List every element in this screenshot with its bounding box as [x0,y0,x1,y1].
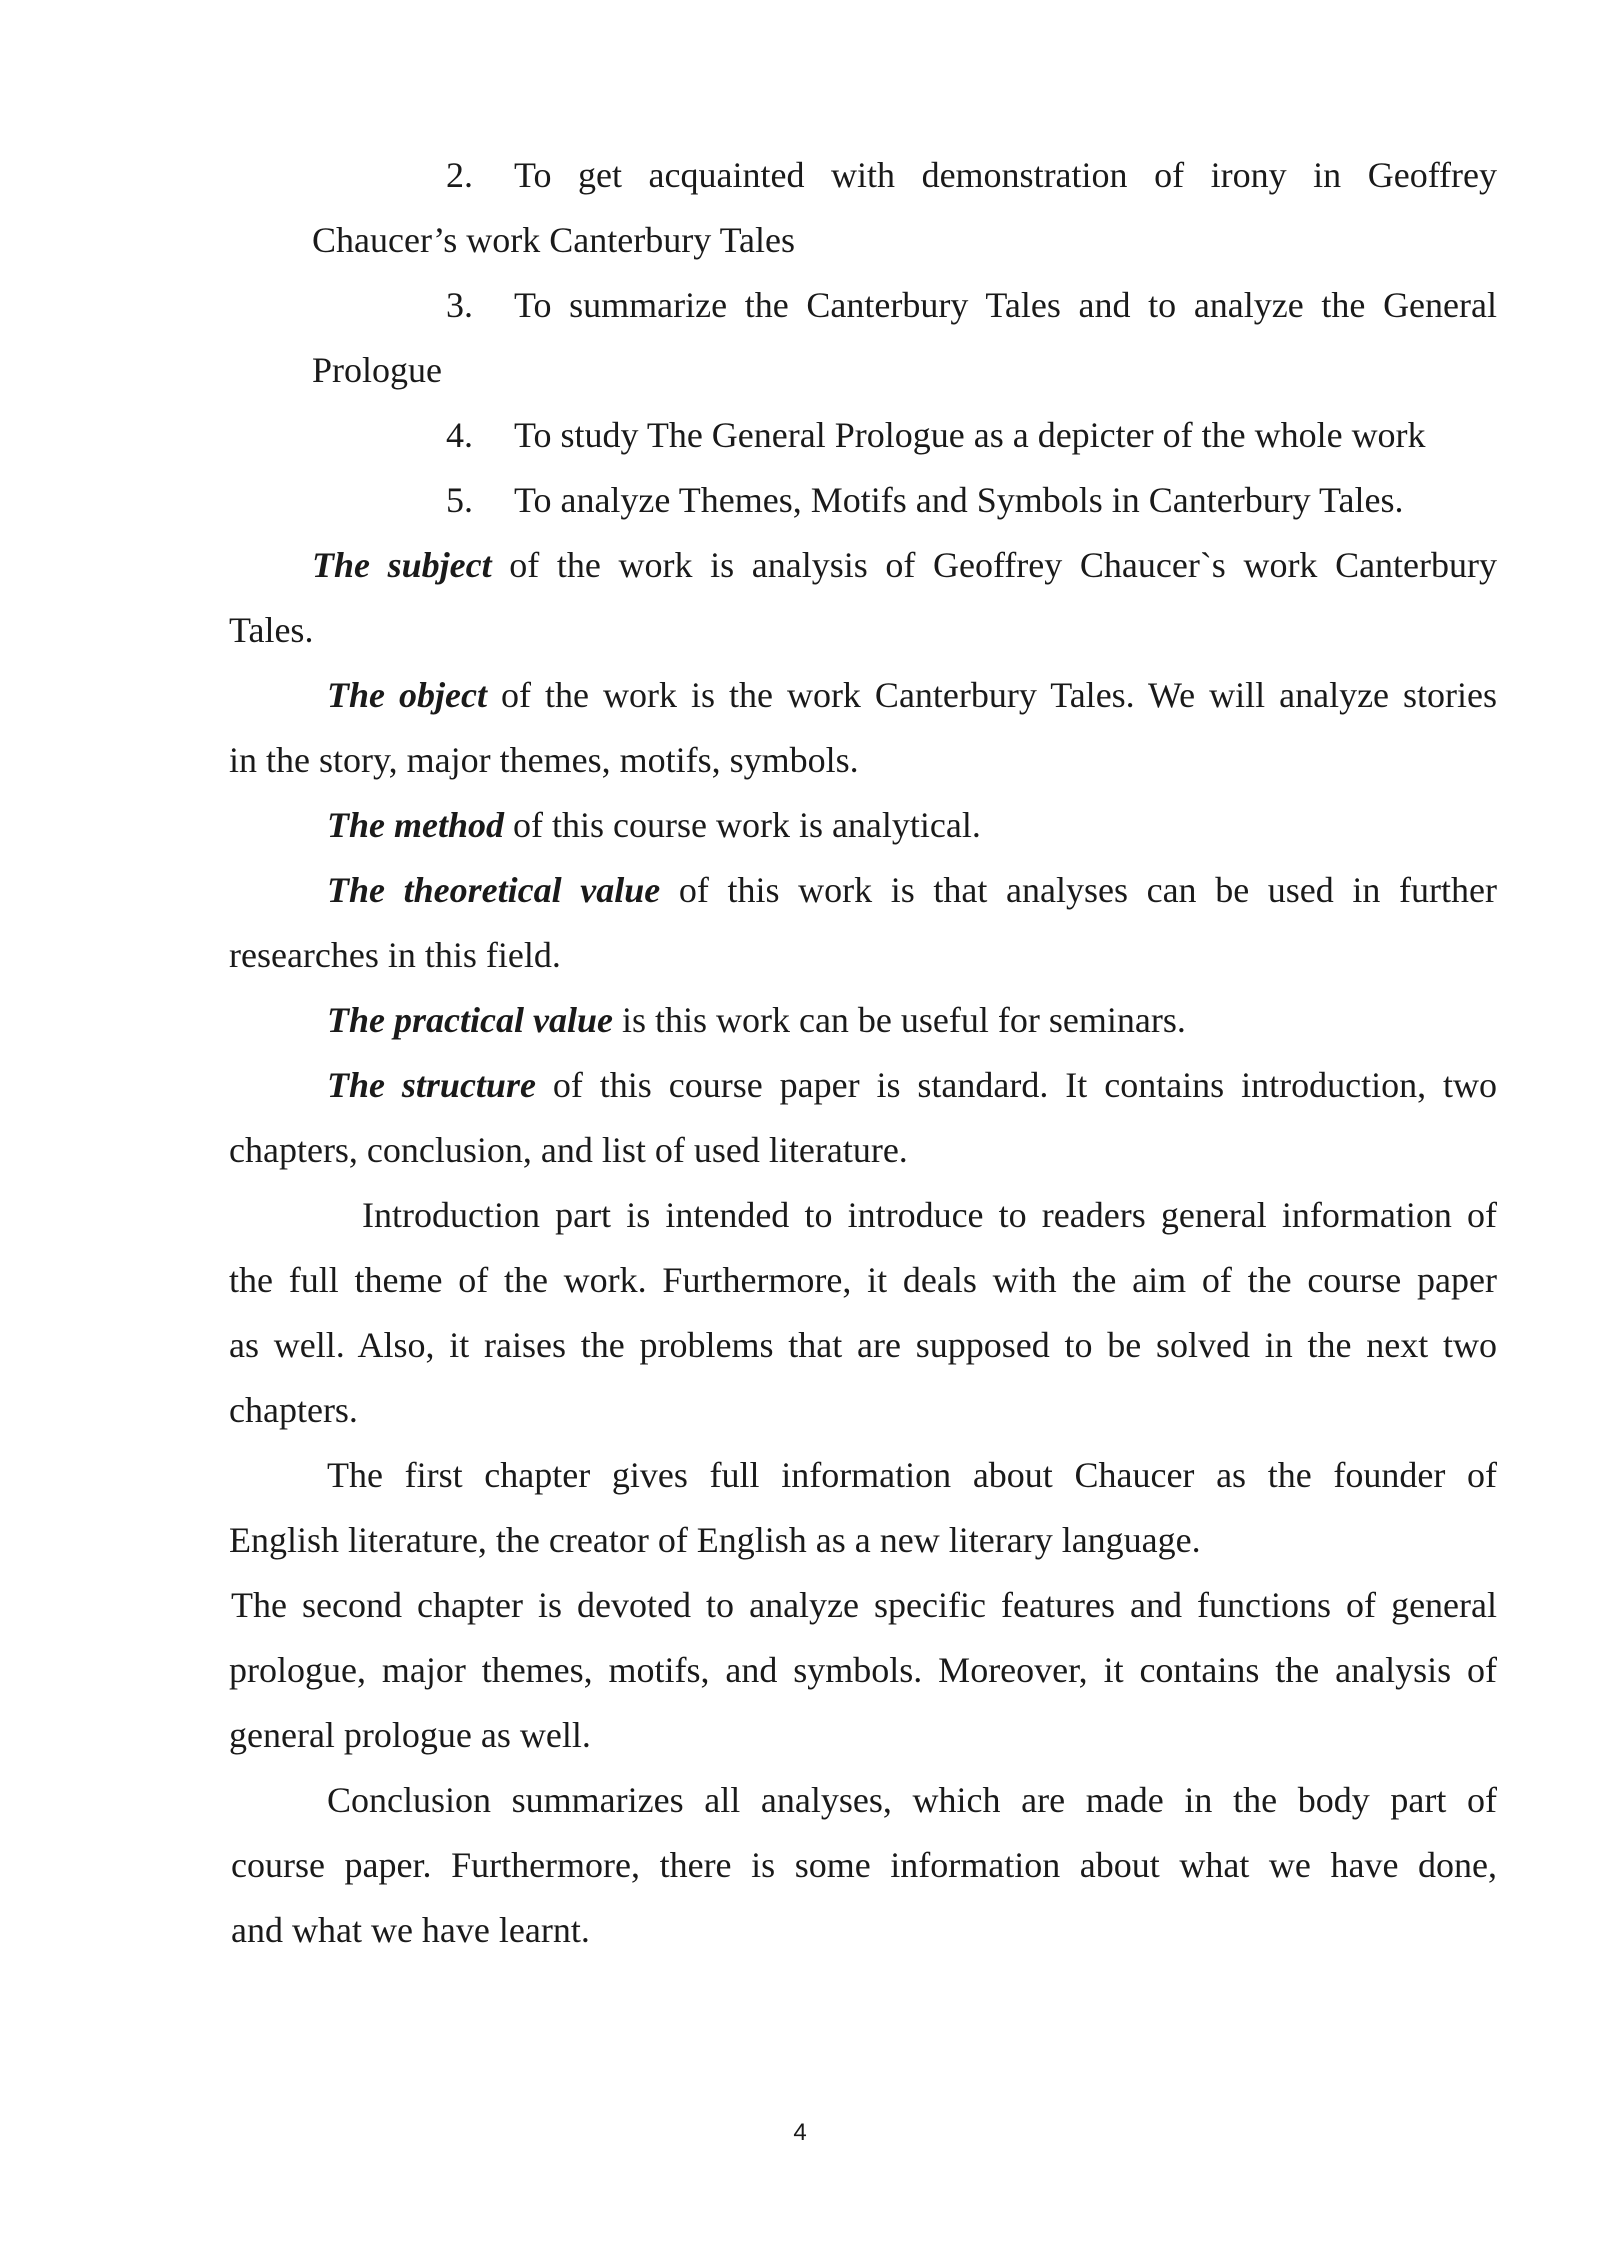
structure-text: of this course paper is standard. It contains introduction, two [552,1065,1498,1105]
method-label: The method [327,805,504,845]
theoretical-value-text: of this work is that analyses can be used in further [678,870,1498,910]
structure-paragraph [327,1060,1497,1110]
first-chapter-paragraph-line: The first chapter gives full information about Chaucer as the founder of [327,1455,1497,1495]
objective-number: 4. [446,415,473,455]
object-label: The object [327,675,487,715]
conclusion-paragraph-line: and what we have learnt. [231,1910,590,1950]
introduction-paragraph-line: chapters. [229,1390,358,1430]
introduction-paragraph-line: the full theme of the work. Furthermore, it deals with the aim of the course paper [229,1260,1497,1300]
objective-line: To analyze Themes, Motifs and Symbols in Canterbury Tales. [514,480,1404,520]
objective-number: 3. [446,285,473,325]
objective-number: 5. [446,480,473,520]
structure-label: The structure [327,1065,536,1105]
objective-line: Chaucer’s work Canterbury Tales [312,220,796,260]
objective-line: To get acquainted with demonstration of irony in Geoffrey [514,155,1497,195]
method-paragraph [327,800,981,850]
second-chapter-paragraph-line: prologue, major themes, motifs, and symbols. Moreover, it contains the analysis of [229,1650,1497,1690]
practical-value-paragraph [327,995,1186,1045]
theoretical-value-label: The theoretical value [327,870,661,910]
structure-text-continued: chapters, conclusion, and list of used literature. [229,1130,908,1170]
objective-line: Prologue [312,350,442,390]
object-text: of the work is the work Canterbury Tales. We will analyze stories [500,675,1498,715]
theoretical-value-paragraph [327,865,1497,915]
first-chapter-paragraph-line: English literature, the creator of English as a new literary language. [229,1520,1201,1560]
subject-paragraph [312,540,1497,590]
page-number: 4 [793,2119,807,2146]
objective-line: To study The General Prologue as a depicter of the whole work [514,415,1426,455]
objective-line: To summarize the Canterbury Tales and to analyze the General [514,285,1497,325]
conclusion-paragraph-line: course paper. Furthermore, there is some information about what we have done, [231,1845,1497,1885]
practical-value-text: is this work can be useful for seminars. [621,1000,1186,1040]
theoretical-value-text-continued: researches in this field. [229,935,561,975]
second-chapter-paragraph-line: general prologue as well. [229,1715,591,1755]
second-chapter-paragraph-line: The second chapter is devoted to analyze specific features and functions of general [231,1585,1497,1625]
practical-value-label: The practical value [327,1000,613,1040]
object-paragraph [327,670,1497,720]
object-text-continued: in the story, major themes, motifs, symbols. [229,740,859,780]
introduction-paragraph-line: Introduction part is intended to introduce to readers general information of [362,1195,1497,1235]
conclusion-paragraph-line: Conclusion summarizes all analyses, which are made in the body part of [327,1780,1497,1820]
subject-text: of the work is analysis of Geoffrey Chaucer`s work Canterbury [509,545,1498,585]
method-text: of this course work is analytical. [513,805,981,845]
introduction-paragraph-line: as well. Also, it raises the problems that are supposed to be solved in the next two [229,1325,1497,1365]
objective-number: 2. [446,155,473,195]
subject-text-continued: Tales. [229,610,314,650]
subject-label: The subject [312,545,492,585]
